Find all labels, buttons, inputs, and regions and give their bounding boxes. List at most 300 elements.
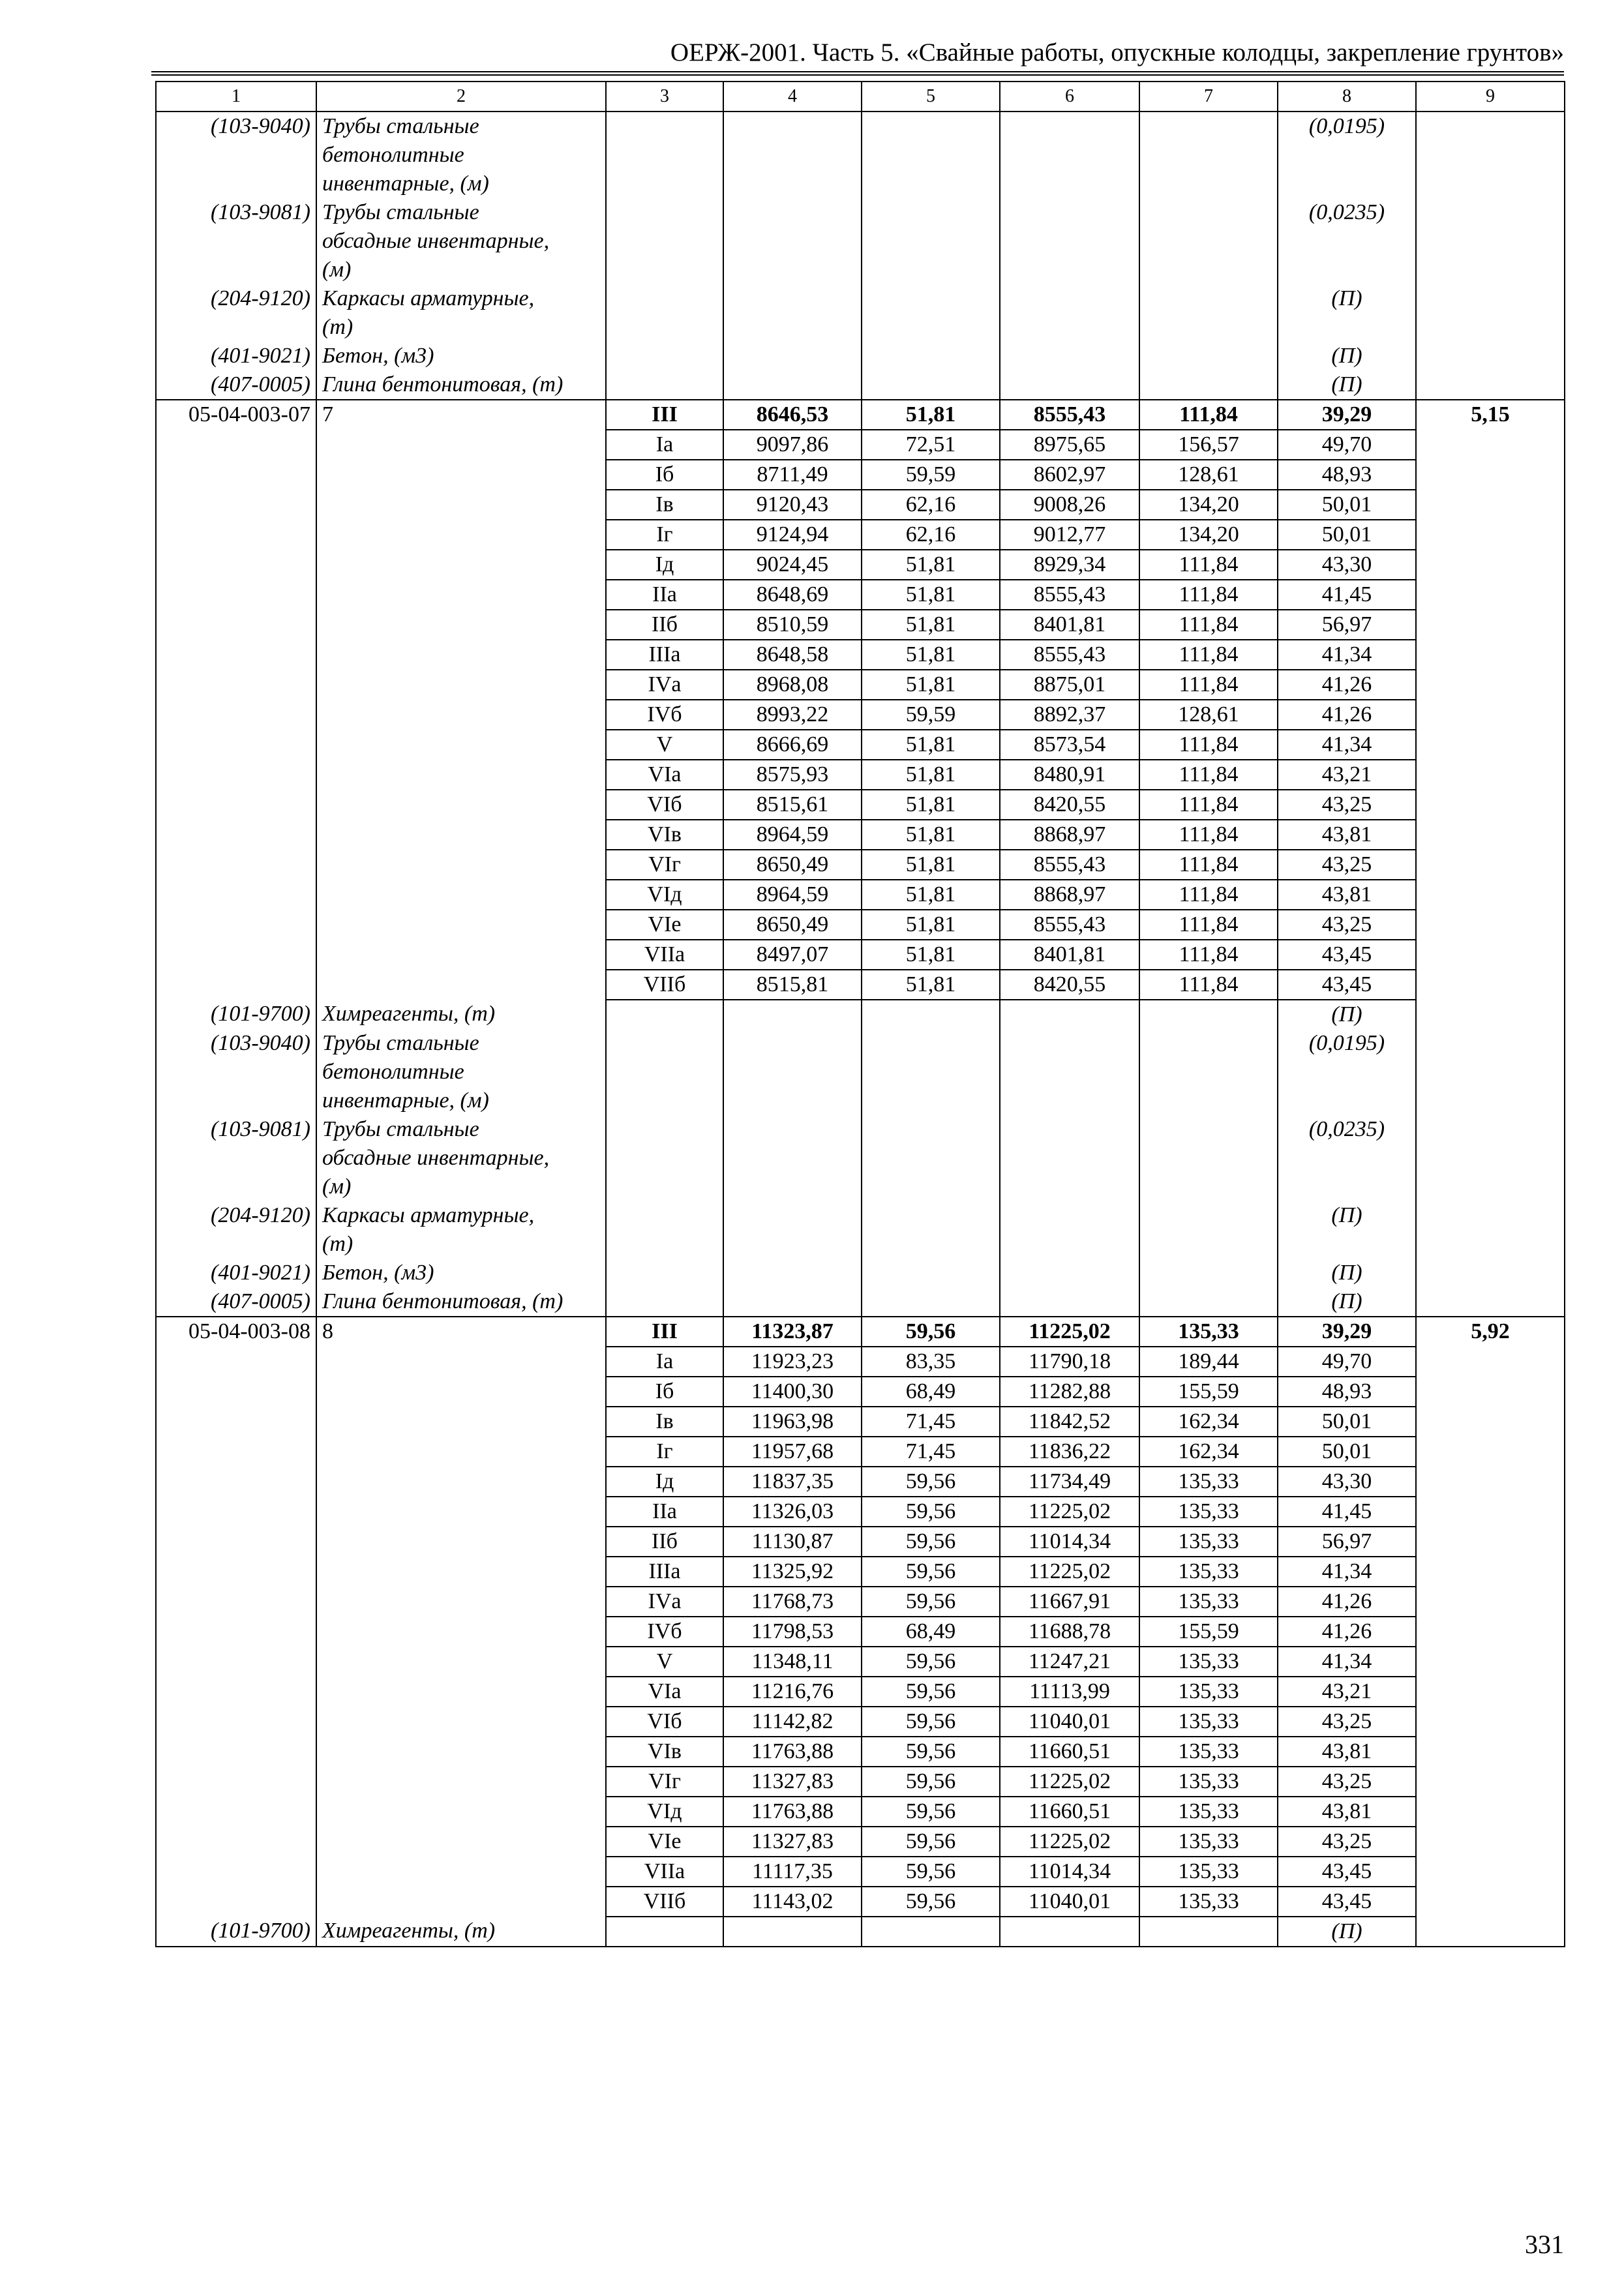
rate-value: 39,29 (1278, 1317, 1416, 1347)
rate-value: 41,34 (1278, 1647, 1416, 1677)
rate-value: 11348,11 (723, 1647, 862, 1677)
rate-value: 59,56 (862, 1887, 1000, 1917)
rate-value: 135,33 (1139, 1317, 1278, 1347)
rate-value: 8964,59 (723, 880, 862, 910)
rate-value: 11117,35 (723, 1857, 862, 1887)
zone-label: VIд (606, 1797, 723, 1827)
zone-label: VIб (606, 1707, 723, 1737)
resource-quantity: (П) (1278, 1287, 1416, 1317)
empty-cell (862, 1201, 1000, 1259)
rate-value: 41,26 (1278, 1617, 1416, 1647)
empty-cell (1000, 198, 1139, 284)
rate-value: 8648,58 (723, 640, 862, 670)
resource-quantity: (П) (1278, 1259, 1416, 1287)
rate-value: 71,45 (862, 1437, 1000, 1467)
resource-row (156, 342, 1565, 370)
empty-cell (1139, 1287, 1278, 1317)
empty-cell (1000, 1259, 1139, 1287)
empty-cell (723, 342, 862, 370)
empty-cell (723, 1259, 862, 1287)
rate-value: 62,16 (862, 520, 1000, 550)
rate-value: 11837,35 (723, 1467, 862, 1497)
column-number-cell: 6 (1000, 82, 1139, 112)
rate-value: 49,70 (1278, 1347, 1416, 1377)
rate-value: 83,35 (862, 1347, 1000, 1377)
rate-value: 128,61 (1139, 460, 1278, 490)
empty-cell (1139, 370, 1278, 400)
empty-cell (606, 284, 723, 342)
empty-cell (1416, 1115, 1565, 1201)
rate-value: 135,33 (1139, 1467, 1278, 1497)
rate-value: 134,20 (1139, 490, 1278, 520)
empty-cell (606, 1115, 723, 1201)
zone-label: VIе (606, 1827, 723, 1857)
rate-value: 50,01 (1278, 490, 1416, 520)
zone-label: Iа (606, 1347, 723, 1377)
resource-code: (407-0005) (156, 1287, 316, 1317)
empty-cell (723, 284, 862, 342)
zone-label: V (606, 730, 723, 760)
rate-value: 43,25 (1278, 1827, 1416, 1857)
resource-row (156, 1115, 1565, 1201)
resource-row (156, 284, 1565, 342)
labor-cost: 5,92 (1416, 1317, 1565, 1917)
rate-value: 8420,55 (1000, 970, 1139, 1000)
rate-value: 162,34 (1139, 1437, 1278, 1467)
rate-value: 51,81 (862, 670, 1000, 700)
rate-value: 111,84 (1139, 670, 1278, 700)
rate-value: 9012,77 (1000, 520, 1139, 550)
column-number-header (156, 82, 1565, 112)
column-number-cell: 7 (1139, 82, 1278, 112)
rate-value: 135,33 (1139, 1707, 1278, 1737)
rate-value: 11014,34 (1000, 1857, 1139, 1887)
rate-value: 8892,37 (1000, 700, 1139, 730)
rate-value: 50,01 (1278, 1407, 1416, 1437)
empty-cell (1416, 1917, 1565, 1947)
rate-value: 59,56 (862, 1767, 1000, 1797)
rate-value: 8964,59 (723, 820, 862, 850)
rate-value: 72,51 (862, 430, 1000, 460)
rate-value: 51,81 (862, 910, 1000, 940)
rate-value: 50,01 (1278, 520, 1416, 550)
empty-cell (1000, 1115, 1139, 1201)
page-number: 331 (1525, 2230, 1564, 2259)
resource-code: (204-9120) (156, 1201, 316, 1259)
rate-value: 51,81 (862, 760, 1000, 790)
zone-label: IVа (606, 1587, 723, 1617)
rate-value: 68,49 (862, 1377, 1000, 1407)
rate-value: 59,56 (862, 1677, 1000, 1707)
rate-value: 8555,43 (1000, 640, 1139, 670)
page-header-title: ОЕРЖ-2001. Часть 5. «Свайные работы, опускные колодцы, закрепление грунтов» (670, 38, 1564, 67)
rate-value: 41,34 (1278, 1557, 1416, 1587)
zone-label: III (606, 400, 723, 430)
empty-cell (606, 1029, 723, 1115)
rate-value: 135,33 (1139, 1887, 1278, 1917)
rate-value: 11014,34 (1000, 1527, 1139, 1557)
rate-value: 9120,43 (723, 490, 862, 520)
empty-cell (1139, 1000, 1278, 1029)
rate-value: 111,84 (1139, 910, 1278, 940)
empty-cell (862, 1000, 1000, 1029)
rate-value: 8480,91 (1000, 760, 1139, 790)
rate-value: 8420,55 (1000, 790, 1139, 820)
rate-value: 51,81 (862, 970, 1000, 1000)
empty-cell (723, 1917, 862, 1947)
rate-value: 8401,81 (1000, 610, 1139, 640)
rate-value: 43,25 (1278, 1767, 1416, 1797)
rate-value: 8650,49 (723, 850, 862, 880)
zone-label: Iв (606, 490, 723, 520)
empty-cell (1416, 1000, 1565, 1029)
rate-value: 11247,21 (1000, 1647, 1139, 1677)
rate-value: 59,56 (862, 1737, 1000, 1767)
rate-value: 68,49 (862, 1617, 1000, 1647)
resource-name: Глина бентонитовая, (т) (316, 370, 606, 400)
resource-row (156, 370, 1565, 400)
rate-value: 8648,69 (723, 580, 862, 610)
rate-value: 9024,45 (723, 550, 862, 580)
zone-label: Iд (606, 550, 723, 580)
rate-value: 43,25 (1278, 910, 1416, 940)
rate-value: 43,81 (1278, 820, 1416, 850)
rate-value: 51,81 (862, 730, 1000, 760)
zone-label: Iб (606, 1377, 723, 1407)
zone-label: VIIа (606, 940, 723, 970)
resource-name: Каркасы арматурные, (т) (316, 1201, 606, 1259)
resource-name: Трубы стальные бетонолитные инвентарные, (м) (316, 112, 606, 198)
zone-label: IIб (606, 1527, 723, 1557)
rate-value: 59,56 (862, 1467, 1000, 1497)
rate-value: 59,56 (862, 1497, 1000, 1527)
zone-label: Iб (606, 460, 723, 490)
empty-cell (1416, 1029, 1565, 1115)
empty-cell (606, 1259, 723, 1287)
rate-value: 39,29 (1278, 400, 1416, 430)
rate-value: 9124,94 (723, 520, 862, 550)
zone-label: IVб (606, 700, 723, 730)
zone-label: V (606, 1647, 723, 1677)
rate-value: 43,81 (1278, 1797, 1416, 1827)
rate-value: 11225,02 (1000, 1557, 1139, 1587)
rate-value: 8573,54 (1000, 730, 1139, 760)
empty-cell (723, 1115, 862, 1201)
rate-value: 11768,73 (723, 1587, 862, 1617)
empty-cell (1000, 1000, 1139, 1029)
resource-name: Бетон, (м3) (316, 1259, 606, 1287)
rate-value: 189,44 (1139, 1347, 1278, 1377)
rate-value: 8650,49 (723, 910, 862, 940)
empty-cell (1139, 1115, 1278, 1201)
empty-cell (1416, 1201, 1565, 1259)
rate-value: 41,26 (1278, 670, 1416, 700)
rate-value: 51,81 (862, 790, 1000, 820)
rate-value: 111,84 (1139, 610, 1278, 640)
empty-cell (1000, 342, 1139, 370)
rate-value: 43,25 (1278, 1707, 1416, 1737)
rate-value: 8929,34 (1000, 550, 1139, 580)
empty-cell (606, 198, 723, 284)
resource-row (156, 112, 1565, 198)
empty-cell (723, 1287, 862, 1317)
rate-value: 11763,88 (723, 1797, 862, 1827)
rate-value: 135,33 (1139, 1857, 1278, 1887)
rate-value: 134,20 (1139, 520, 1278, 550)
rate-value: 59,59 (862, 700, 1000, 730)
resource-code: (103-9081) (156, 198, 316, 284)
rate-value: 8975,65 (1000, 430, 1139, 460)
resource-code: (401-9021) (156, 342, 316, 370)
rate-value: 162,34 (1139, 1407, 1278, 1437)
resource-quantity: (П) (1278, 370, 1416, 400)
rate-value: 128,61 (1139, 700, 1278, 730)
rate-value: 51,81 (862, 610, 1000, 640)
empty-cell (606, 1917, 723, 1947)
rate-value: 71,45 (862, 1407, 1000, 1437)
resource-quantity: (П) (1278, 1000, 1416, 1029)
rate-value: 11142,82 (723, 1707, 862, 1737)
resource-quantity: (0,0195) (1278, 1029, 1416, 1115)
empty-cell (1416, 112, 1565, 198)
rate-code: 05-04-003-07 (156, 400, 316, 1000)
empty-cell (1139, 1201, 1278, 1259)
resource-row (156, 1029, 1565, 1115)
rate-value: 49,70 (1278, 430, 1416, 460)
empty-cell (1139, 1259, 1278, 1287)
rate-value: 59,56 (862, 1527, 1000, 1557)
rate-value: 11325,92 (723, 1557, 862, 1587)
header-double-rule (151, 71, 1564, 76)
empty-cell (1416, 1259, 1565, 1287)
resource-code: (103-9040) (156, 1029, 316, 1115)
rate-value: 48,93 (1278, 1377, 1416, 1407)
rate-value: 51,81 (862, 940, 1000, 970)
rate-value: 51,81 (862, 880, 1000, 910)
empty-cell (723, 370, 862, 400)
zone-label: VIг (606, 850, 723, 880)
rate-value: 111,84 (1139, 820, 1278, 850)
resource-name: Трубы стальные обсадные инвентарные, (м) (316, 198, 606, 284)
resource-quantity: (П) (1278, 342, 1416, 370)
rate-value: 8575,93 (723, 760, 862, 790)
rate-value: 11842,52 (1000, 1407, 1139, 1437)
rate-value: 41,26 (1278, 700, 1416, 730)
resource-name: Трубы стальные обсадные инвентарные, (м) (316, 1115, 606, 1201)
empty-cell (606, 112, 723, 198)
zone-label: VIа (606, 760, 723, 790)
zone-label: IIIа (606, 640, 723, 670)
rate-value: 111,84 (1139, 760, 1278, 790)
rate-value: 11790,18 (1000, 1347, 1139, 1377)
rate-value: 11923,23 (723, 1347, 862, 1377)
empty-cell (1000, 1029, 1139, 1115)
rate-main-row (156, 1317, 1565, 1347)
rate-value: 11225,02 (1000, 1317, 1139, 1347)
rate-value: 43,30 (1278, 1467, 1416, 1497)
rate-value: 111,84 (1139, 880, 1278, 910)
column-number-cell: 5 (862, 82, 1000, 112)
rate-value: 43,25 (1278, 850, 1416, 880)
rate-value: 59,59 (862, 460, 1000, 490)
resource-code: (101-9700) (156, 1917, 316, 1947)
empty-cell (862, 1115, 1000, 1201)
price-table (155, 81, 1565, 1947)
rate-value: 11400,30 (723, 1377, 862, 1407)
rate-number: 7 (316, 400, 606, 1000)
rate-value: 11225,02 (1000, 1497, 1139, 1527)
rate-value: 11040,01 (1000, 1707, 1139, 1737)
resource-quantity: (П) (1278, 284, 1416, 342)
column-number-cell: 3 (606, 82, 723, 112)
rate-value: 8875,01 (1000, 670, 1139, 700)
rate-value: 8555,43 (1000, 910, 1139, 940)
rate-value: 11143,02 (723, 1887, 862, 1917)
rate-value: 155,59 (1139, 1377, 1278, 1407)
rate-value: 51,81 (862, 850, 1000, 880)
empty-cell (1139, 284, 1278, 342)
rate-value: 43,81 (1278, 1737, 1416, 1767)
rate-value: 8555,43 (1000, 400, 1139, 430)
rate-value: 11216,76 (723, 1677, 862, 1707)
rate-value: 11798,53 (723, 1617, 862, 1647)
empty-cell (862, 1259, 1000, 1287)
rate-value: 11836,22 (1000, 1437, 1139, 1467)
rate-value: 11763,88 (723, 1737, 862, 1767)
rate-value: 11660,51 (1000, 1797, 1139, 1827)
rate-value: 11225,02 (1000, 1767, 1139, 1797)
rate-value: 11130,87 (723, 1527, 862, 1557)
empty-cell (723, 1000, 862, 1029)
empty-cell (1139, 112, 1278, 198)
rate-value: 8968,08 (723, 670, 862, 700)
rate-value: 8666,69 (723, 730, 862, 760)
rate-value: 51,81 (862, 550, 1000, 580)
rate-value: 51,81 (862, 580, 1000, 610)
empty-cell (862, 342, 1000, 370)
empty-cell (606, 1287, 723, 1317)
empty-cell (606, 1201, 723, 1259)
resource-row (156, 1000, 1565, 1029)
rate-value: 59,56 (862, 1557, 1000, 1587)
rate-value: 62,16 (862, 490, 1000, 520)
rate-value: 111,84 (1139, 790, 1278, 820)
rate-value: 11667,91 (1000, 1587, 1139, 1617)
rate-main-row (156, 400, 1565, 430)
empty-cell (1000, 1201, 1139, 1259)
resource-row (156, 1917, 1565, 1947)
zone-label: IIб (606, 610, 723, 640)
column-number-cell: 2 (316, 82, 606, 112)
empty-cell (606, 370, 723, 400)
empty-cell (1000, 1287, 1139, 1317)
empty-cell (1139, 1029, 1278, 1115)
rate-value: 155,59 (1139, 1617, 1278, 1647)
empty-cell (1416, 1287, 1565, 1317)
resource-code: (103-9040) (156, 112, 316, 198)
rate-value: 56,97 (1278, 610, 1416, 640)
rate-value: 8515,81 (723, 970, 862, 1000)
zone-label: IIа (606, 1497, 723, 1527)
column-number-cell: 1 (156, 82, 316, 112)
rate-value: 8868,97 (1000, 880, 1139, 910)
resource-name: Химреагенты, (т) (316, 1917, 606, 1947)
rate-value: 111,84 (1139, 940, 1278, 970)
empty-cell (1416, 342, 1565, 370)
rate-value: 135,33 (1139, 1497, 1278, 1527)
empty-cell (606, 1000, 723, 1029)
rate-value: 8515,61 (723, 790, 862, 820)
rate-value: 43,45 (1278, 1857, 1416, 1887)
rate-value: 43,21 (1278, 760, 1416, 790)
resource-row (156, 1259, 1565, 1287)
rate-value: 43,81 (1278, 880, 1416, 910)
rate-value: 11326,03 (723, 1497, 862, 1527)
rate-value: 41,26 (1278, 1587, 1416, 1617)
rate-value: 135,33 (1139, 1767, 1278, 1797)
resource-row (156, 1287, 1565, 1317)
empty-cell (1000, 284, 1139, 342)
zone-label: VIIб (606, 970, 723, 1000)
resource-name: Бетон, (м3) (316, 342, 606, 370)
resource-name: Каркасы арматурные, (т) (316, 284, 606, 342)
rate-value: 11323,87 (723, 1317, 862, 1347)
empty-cell (723, 198, 862, 284)
resource-code: (204-9120) (156, 284, 316, 342)
resource-code: (401-9021) (156, 1259, 316, 1287)
rate-value: 11957,68 (723, 1437, 862, 1467)
column-number-cell: 8 (1278, 82, 1416, 112)
empty-cell (862, 370, 1000, 400)
rate-value: 43,45 (1278, 970, 1416, 1000)
empty-cell (1139, 342, 1278, 370)
rate-value: 43,25 (1278, 790, 1416, 820)
zone-label: Iа (606, 430, 723, 460)
column-number-cell: 4 (723, 82, 862, 112)
rate-value: 59,56 (862, 1707, 1000, 1737)
rate-value: 156,57 (1139, 430, 1278, 460)
rate-value: 59,56 (862, 1317, 1000, 1347)
rate-value: 51,81 (862, 820, 1000, 850)
resource-quantity: (0,0195) (1278, 112, 1416, 198)
rate-value: 135,33 (1139, 1737, 1278, 1767)
zone-label: VIв (606, 820, 723, 850)
rate-value: 41,45 (1278, 580, 1416, 610)
empty-cell (862, 1029, 1000, 1115)
empty-cell (862, 1917, 1000, 1947)
rate-value: 11282,88 (1000, 1377, 1139, 1407)
empty-cell (1139, 1917, 1278, 1947)
zone-label: VIIа (606, 1857, 723, 1887)
zone-label: VIе (606, 910, 723, 940)
rate-value: 8711,49 (723, 460, 862, 490)
rate-value: 56,97 (1278, 1527, 1416, 1557)
rate-value: 8401,81 (1000, 940, 1139, 970)
table-body (156, 112, 1565, 1947)
zone-label: Iд (606, 1467, 723, 1497)
resource-name: Трубы стальные бетонолитные инвентарные, (м) (316, 1029, 606, 1115)
empty-cell (862, 1287, 1000, 1317)
rate-value: 41,34 (1278, 730, 1416, 760)
empty-cell (1416, 370, 1565, 400)
rate-value: 8993,22 (723, 700, 862, 730)
rate-value: 11113,99 (1000, 1677, 1139, 1707)
zone-label: VIа (606, 1677, 723, 1707)
rate-value: 8868,97 (1000, 820, 1139, 850)
resource-row (156, 198, 1565, 284)
empty-cell (1000, 1917, 1139, 1947)
rate-value: 135,33 (1139, 1647, 1278, 1677)
